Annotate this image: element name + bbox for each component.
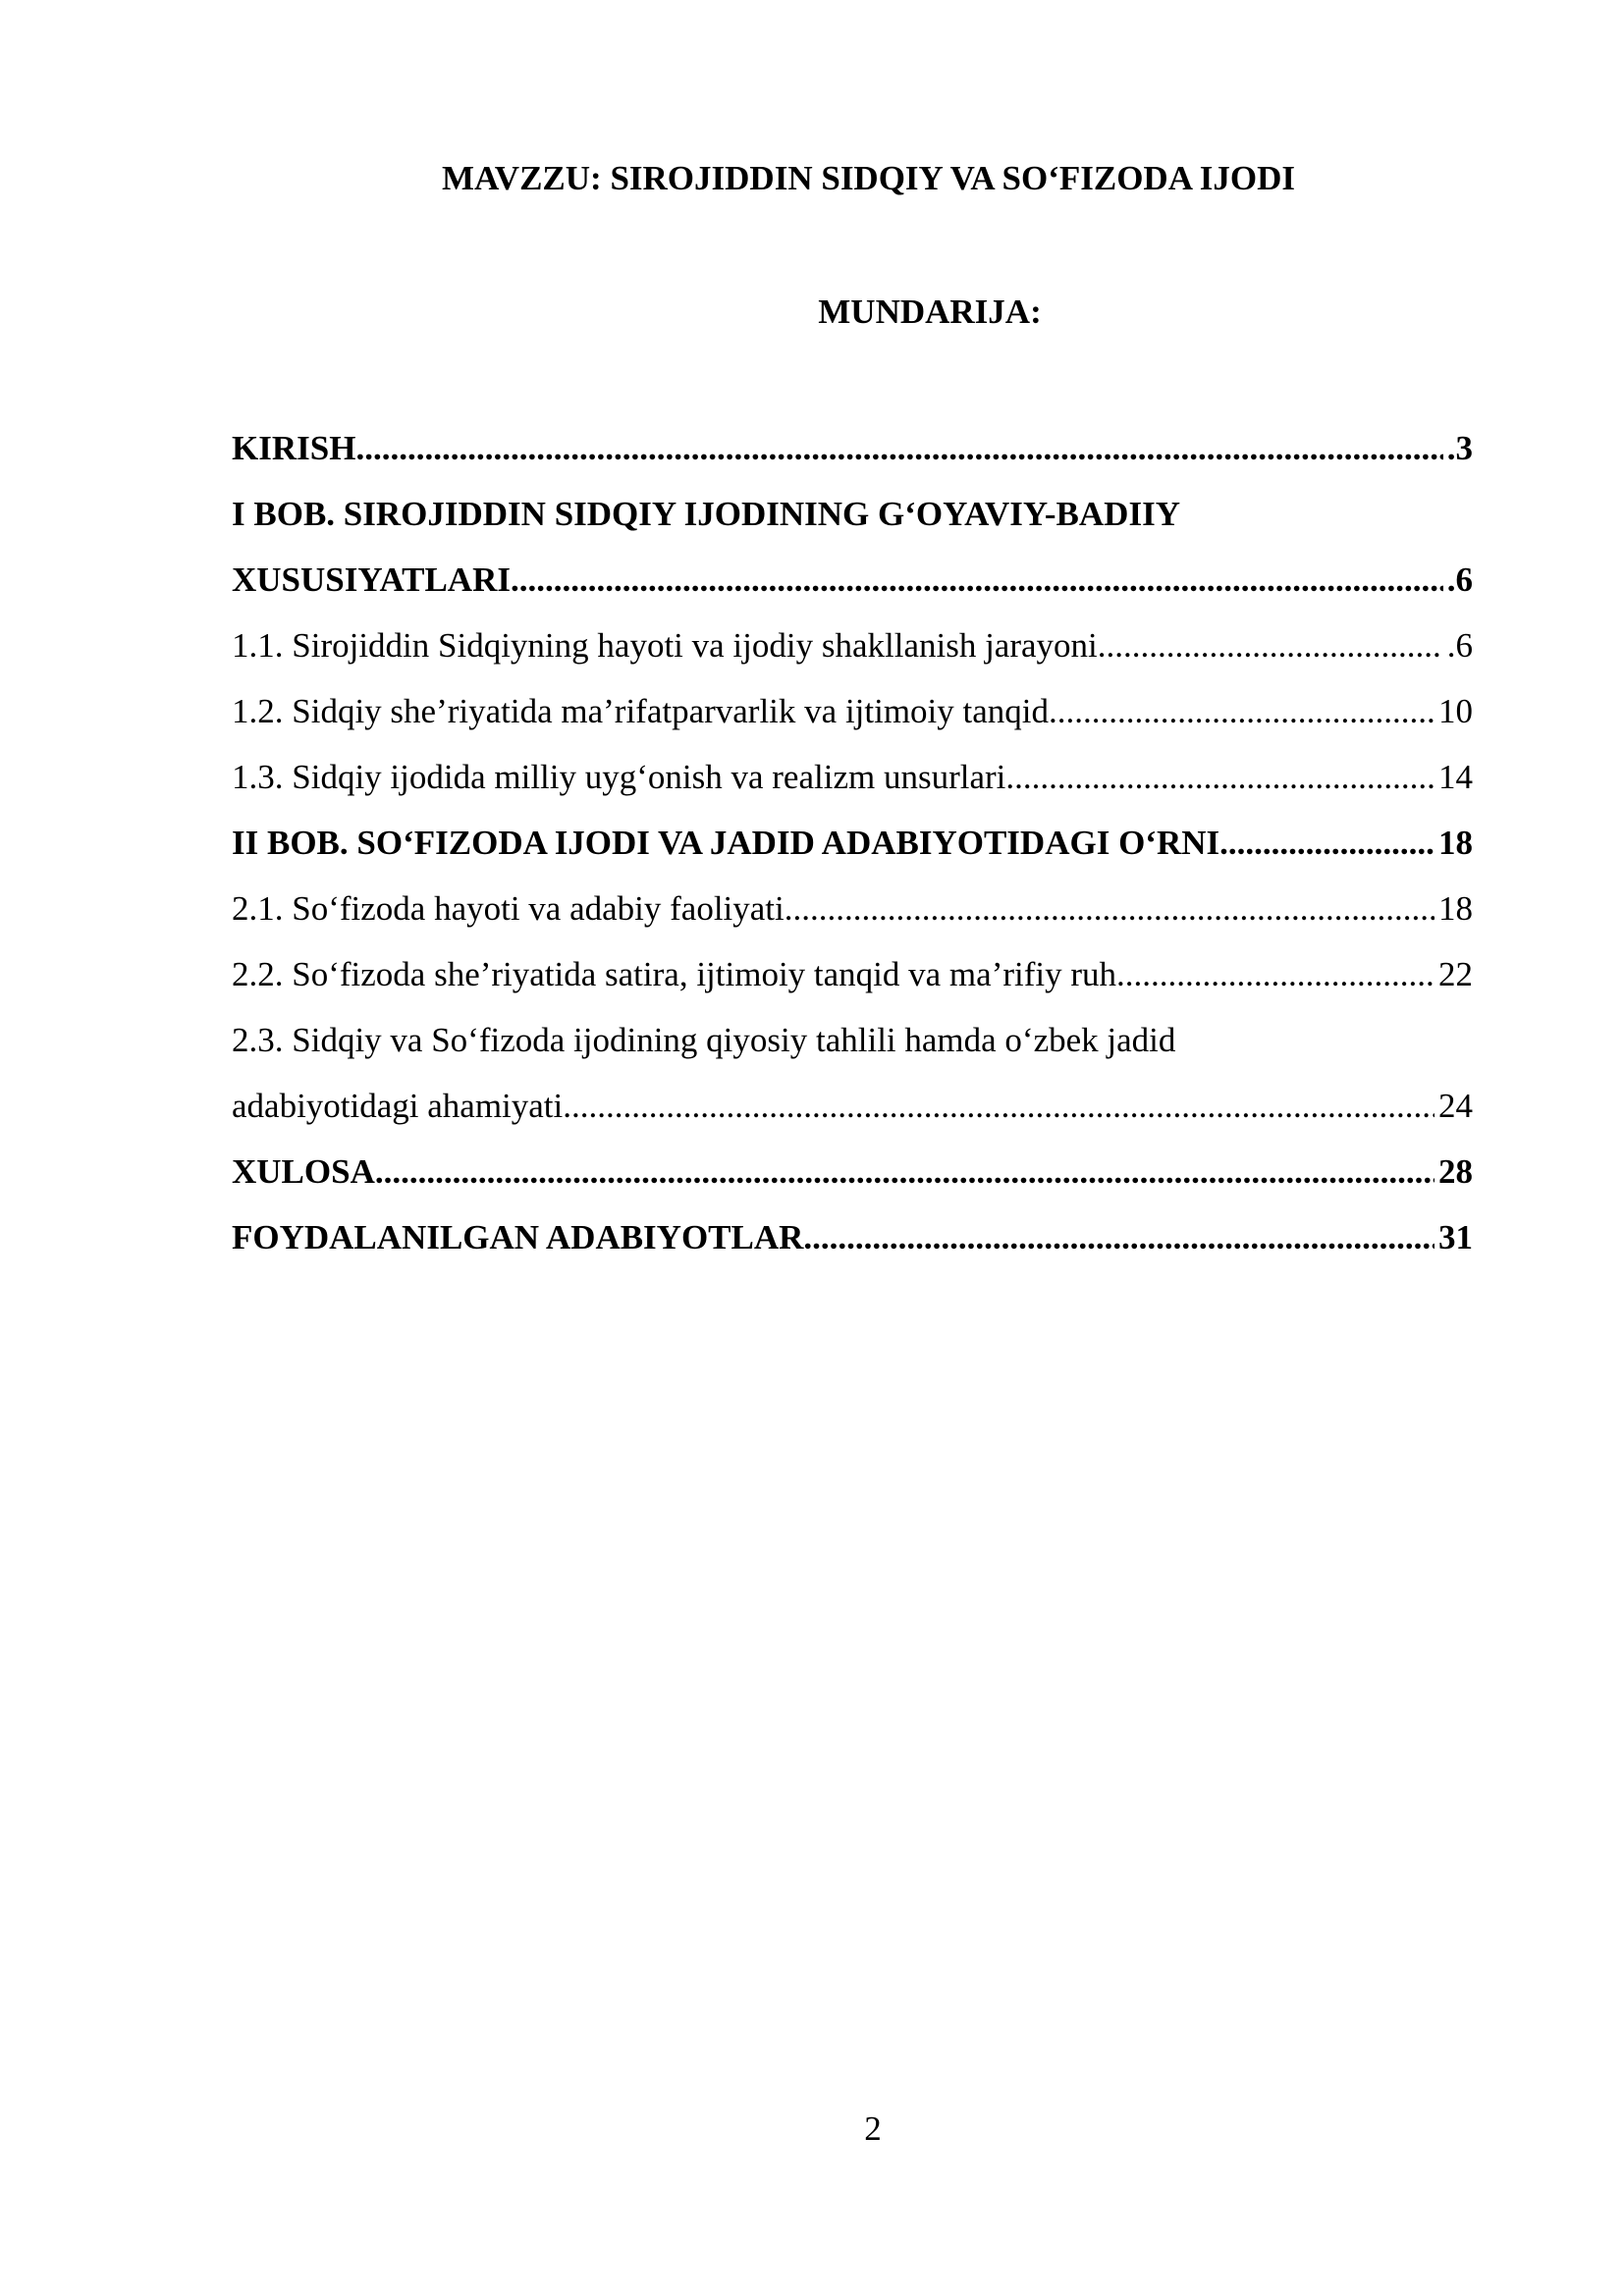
toc-entry-page: 18 <box>1438 824 1473 862</box>
toc-entry-section-1-1 <box>232 613 1473 678</box>
toc-leader-dots <box>1219 810 1435 876</box>
toc-leader-dots <box>375 1139 1435 1204</box>
toc-leader-dots <box>1049 678 1435 744</box>
toc-entry-page: 18 <box>1438 889 1473 928</box>
toc-leader-dots <box>355 415 1442 481</box>
toc-entry-title: XULOSA <box>232 1152 375 1191</box>
toc-entry-chapter-1-line-1 <box>232 481 1473 547</box>
toc-entry-title: XUSUSIYATLARI <box>232 561 511 599</box>
toc-entry-title: 1.1. Sirojiddin Sidqiyning hayoti va ijodiy shakllanish jarayoni <box>232 626 1098 665</box>
toc-leader-dots <box>1116 941 1435 1007</box>
page-number: 2 <box>864 2109 882 2148</box>
toc-entry-title: II BOB. SO‘FIZODA IJODI VA JADID ADABIYOTIDAGI O‘RNI <box>232 824 1220 862</box>
toc-entry-page: 24 <box>1438 1087 1473 1125</box>
toc-entry-section-1-2 <box>232 678 1473 744</box>
toc-leader-dots <box>803 1204 1435 1270</box>
toc-entry-chapter-2 <box>232 810 1473 876</box>
toc-entry-section-2-3-line-2 <box>232 1073 1473 1139</box>
toc-entry-title: I BOB. SIROJIDDIN SIDQIY IJODINING G‘OYAVIY-BADIIY <box>232 495 1180 533</box>
toc-leader-dots <box>785 876 1435 941</box>
toc-entry-section-2-2 <box>232 941 1473 1007</box>
toc-entry-chapter-1-line-2 <box>232 547 1473 613</box>
toc-entry-page: .6 <box>1446 561 1473 599</box>
toc-entry-page: 22 <box>1438 955 1473 993</box>
toc-leader-dots <box>563 1073 1435 1139</box>
toc-entry-page: .3 <box>1446 429 1473 467</box>
toc-entry-page: 28 <box>1438 1152 1473 1191</box>
toc-entry-bibliography <box>232 1204 1473 1270</box>
contents-heading: MUNDARIJA: <box>818 293 1042 331</box>
toc-entry-xulosa <box>232 1139 1473 1204</box>
toc-entry-kirish <box>232 415 1473 481</box>
toc-leader-dots <box>1005 744 1435 810</box>
toc-entry-page: 14 <box>1438 758 1473 796</box>
toc-entry-title: 2.1. So‘fizoda hayoti va adabiy faoliyati <box>232 889 785 928</box>
toc-entry-page: 10 <box>1438 692 1473 730</box>
toc-leader-dots <box>511 547 1443 613</box>
toc-entry-page: .6 <box>1446 626 1473 665</box>
toc-entry-title: 1.2. Sidqiy she’riyatida ma’rifatparvarlik va ijtimoiy tanqid <box>232 692 1050 730</box>
document-topic: MAVZZU: SIROJIDDIN SIDQIY VA SO‘FIZODA IJODI <box>442 159 1296 197</box>
toc-entry-section-1-3 <box>232 744 1473 810</box>
toc-entry-title: adabiyotidagi ahamiyati <box>232 1087 564 1125</box>
toc-entry-page: 31 <box>1438 1218 1473 1256</box>
toc-leader-dots <box>1098 613 1443 678</box>
toc-entry-section-2-1 <box>232 876 1473 941</box>
toc-entry-title: KIRISH <box>232 429 356 467</box>
toc-entry-title: 2.2. So‘fizoda she’riyatida satira, ijtimoiy tanqid va ma’rifiy ruh <box>232 955 1117 993</box>
toc-entry-title: 2.3. Sidqiy va So‘fizoda ijodining qiyosiy tahlili hamda o‘zbek jadid <box>232 1021 1176 1059</box>
toc-entry-section-2-3-line-1 <box>232 1007 1473 1073</box>
toc-entry-title: 1.3. Sidqiy ijodida milliy uyg‘onish va realizm unsurlari <box>232 758 1006 796</box>
toc-entry-title: FOYDALANILGAN ADABIYOTLAR <box>232 1218 804 1256</box>
table-of-contents <box>232 415 1473 1270</box>
